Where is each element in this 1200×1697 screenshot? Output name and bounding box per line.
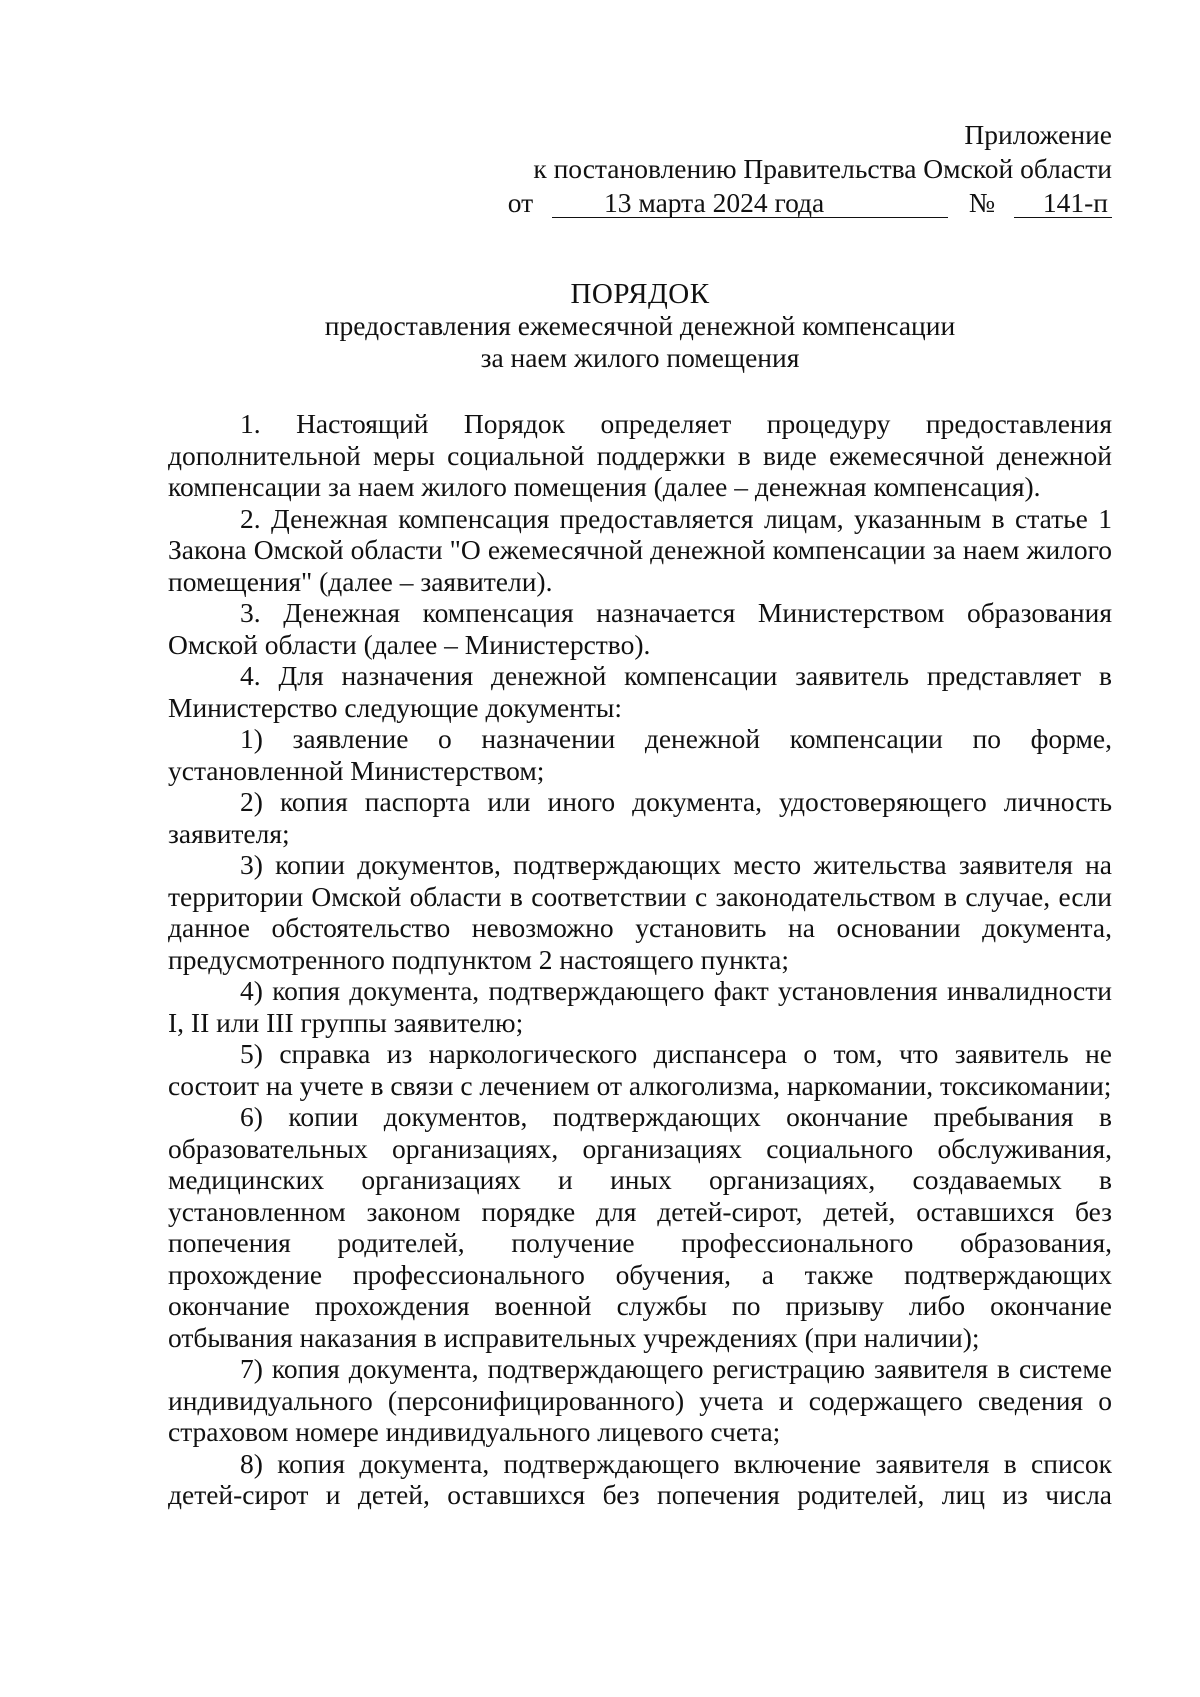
resolution-reference: к постановлению Правительства Омской области [533, 153, 1112, 184]
paragraph-1: 1. Настоящий Порядок определяет процедуру предоставления дополнительной меры социальной поддержки в виде ежемесячной денежной компенсации за наем жилого помещения (далее – денежная компенсация). [168, 408, 1112, 502]
resolution-date-field [552, 189, 948, 218]
subitem-3: 3) копии документов, подтверждающих место жительства заявителя на территории Омской области в соответствии с законодательством в случае, если данное обстоятельство невозможно установить на основании документа, предусмотренного подпунктом 2 настоящего пункта; [168, 849, 1112, 975]
title-main: ПОРЯДОК [570, 278, 710, 310]
subitem-5: 5) справка из наркологического диспансера о том, что заявитель не состоит на учете в связи с лечением от алкоголизма, наркомании, токсикомании; [168, 1038, 1112, 1101]
subitem-7: 7) копия документа, подтверждающего регистрацию заявителя в системе индивидуального (персонифицированного) учета и содержащего сведения о страховом номере индивидуального лицевого счета; [168, 1353, 1112, 1447]
paragraph-3: 3. Денежная компенсация назначается Министерством образования Омской области (далее – Министерство). [168, 597, 1112, 660]
subitem-6: 6) копии документов, подтверждающих окончание пребывания в образовательных организациях, организациях социального обслуживания, медицинских организациях и иных организациях, создаваемых в установленном законом порядке для детей-сирот, детей, оставшихся без попечения родителей, получение профессионального образования, прохождение профессионального обучения, а также подтверждающих окончание прохождения военной службы по призыву либо окончание отбывания наказания в исправительных учреждениях (при наличии); [168, 1101, 1112, 1353]
resolution-date-number [492, 186, 1112, 220]
resolution-number-field [1014, 189, 1112, 218]
from-label: от [507, 187, 534, 218]
paragraph-2: 2. Денежная компенсация предоставляется лицам, указанным в статье 1 Закона Омской области "О ежемесячной денежной компенсации за наем жилого помещения" (далее – заявители). [168, 502, 1112, 597]
subitem-2: 2) копия паспорта или иного документа, удостоверяющего личность заявителя; [168, 786, 1112, 849]
document-body [168, 408, 1112, 1511]
appendix-label: Приложение [964, 119, 1112, 150]
appendix-header [492, 118, 1112, 220]
resolution-number: 141-п [1042, 187, 1108, 218]
subitem-8: 8) копия документа, подтверждающего включение заявителя в список детей-сирот и детей, оставшихся без попечения родителей, лиц из числа [168, 1447, 1112, 1510]
paragraph-4: 4. Для назначения денежной компенсации заявитель представляет в Министерство следующие документы: [168, 660, 1112, 723]
resolution-date: 13 марта 2024 года [604, 187, 825, 218]
title-subtitle-2: за наем жилого помещения [480, 342, 800, 373]
subitem-4: 4) копия документа, подтверждающего факт установления инвалидности I, II или III группы заявителю; [168, 975, 1112, 1038]
subitem-1: 1) заявление о назначении денежной компенсации по форме, установленной Министерством; [168, 723, 1112, 786]
document-title [168, 278, 1112, 374]
number-label: № [968, 187, 996, 218]
title-subtitle-1: предоставления ежемесячной денежной компенсации [324, 310, 956, 341]
